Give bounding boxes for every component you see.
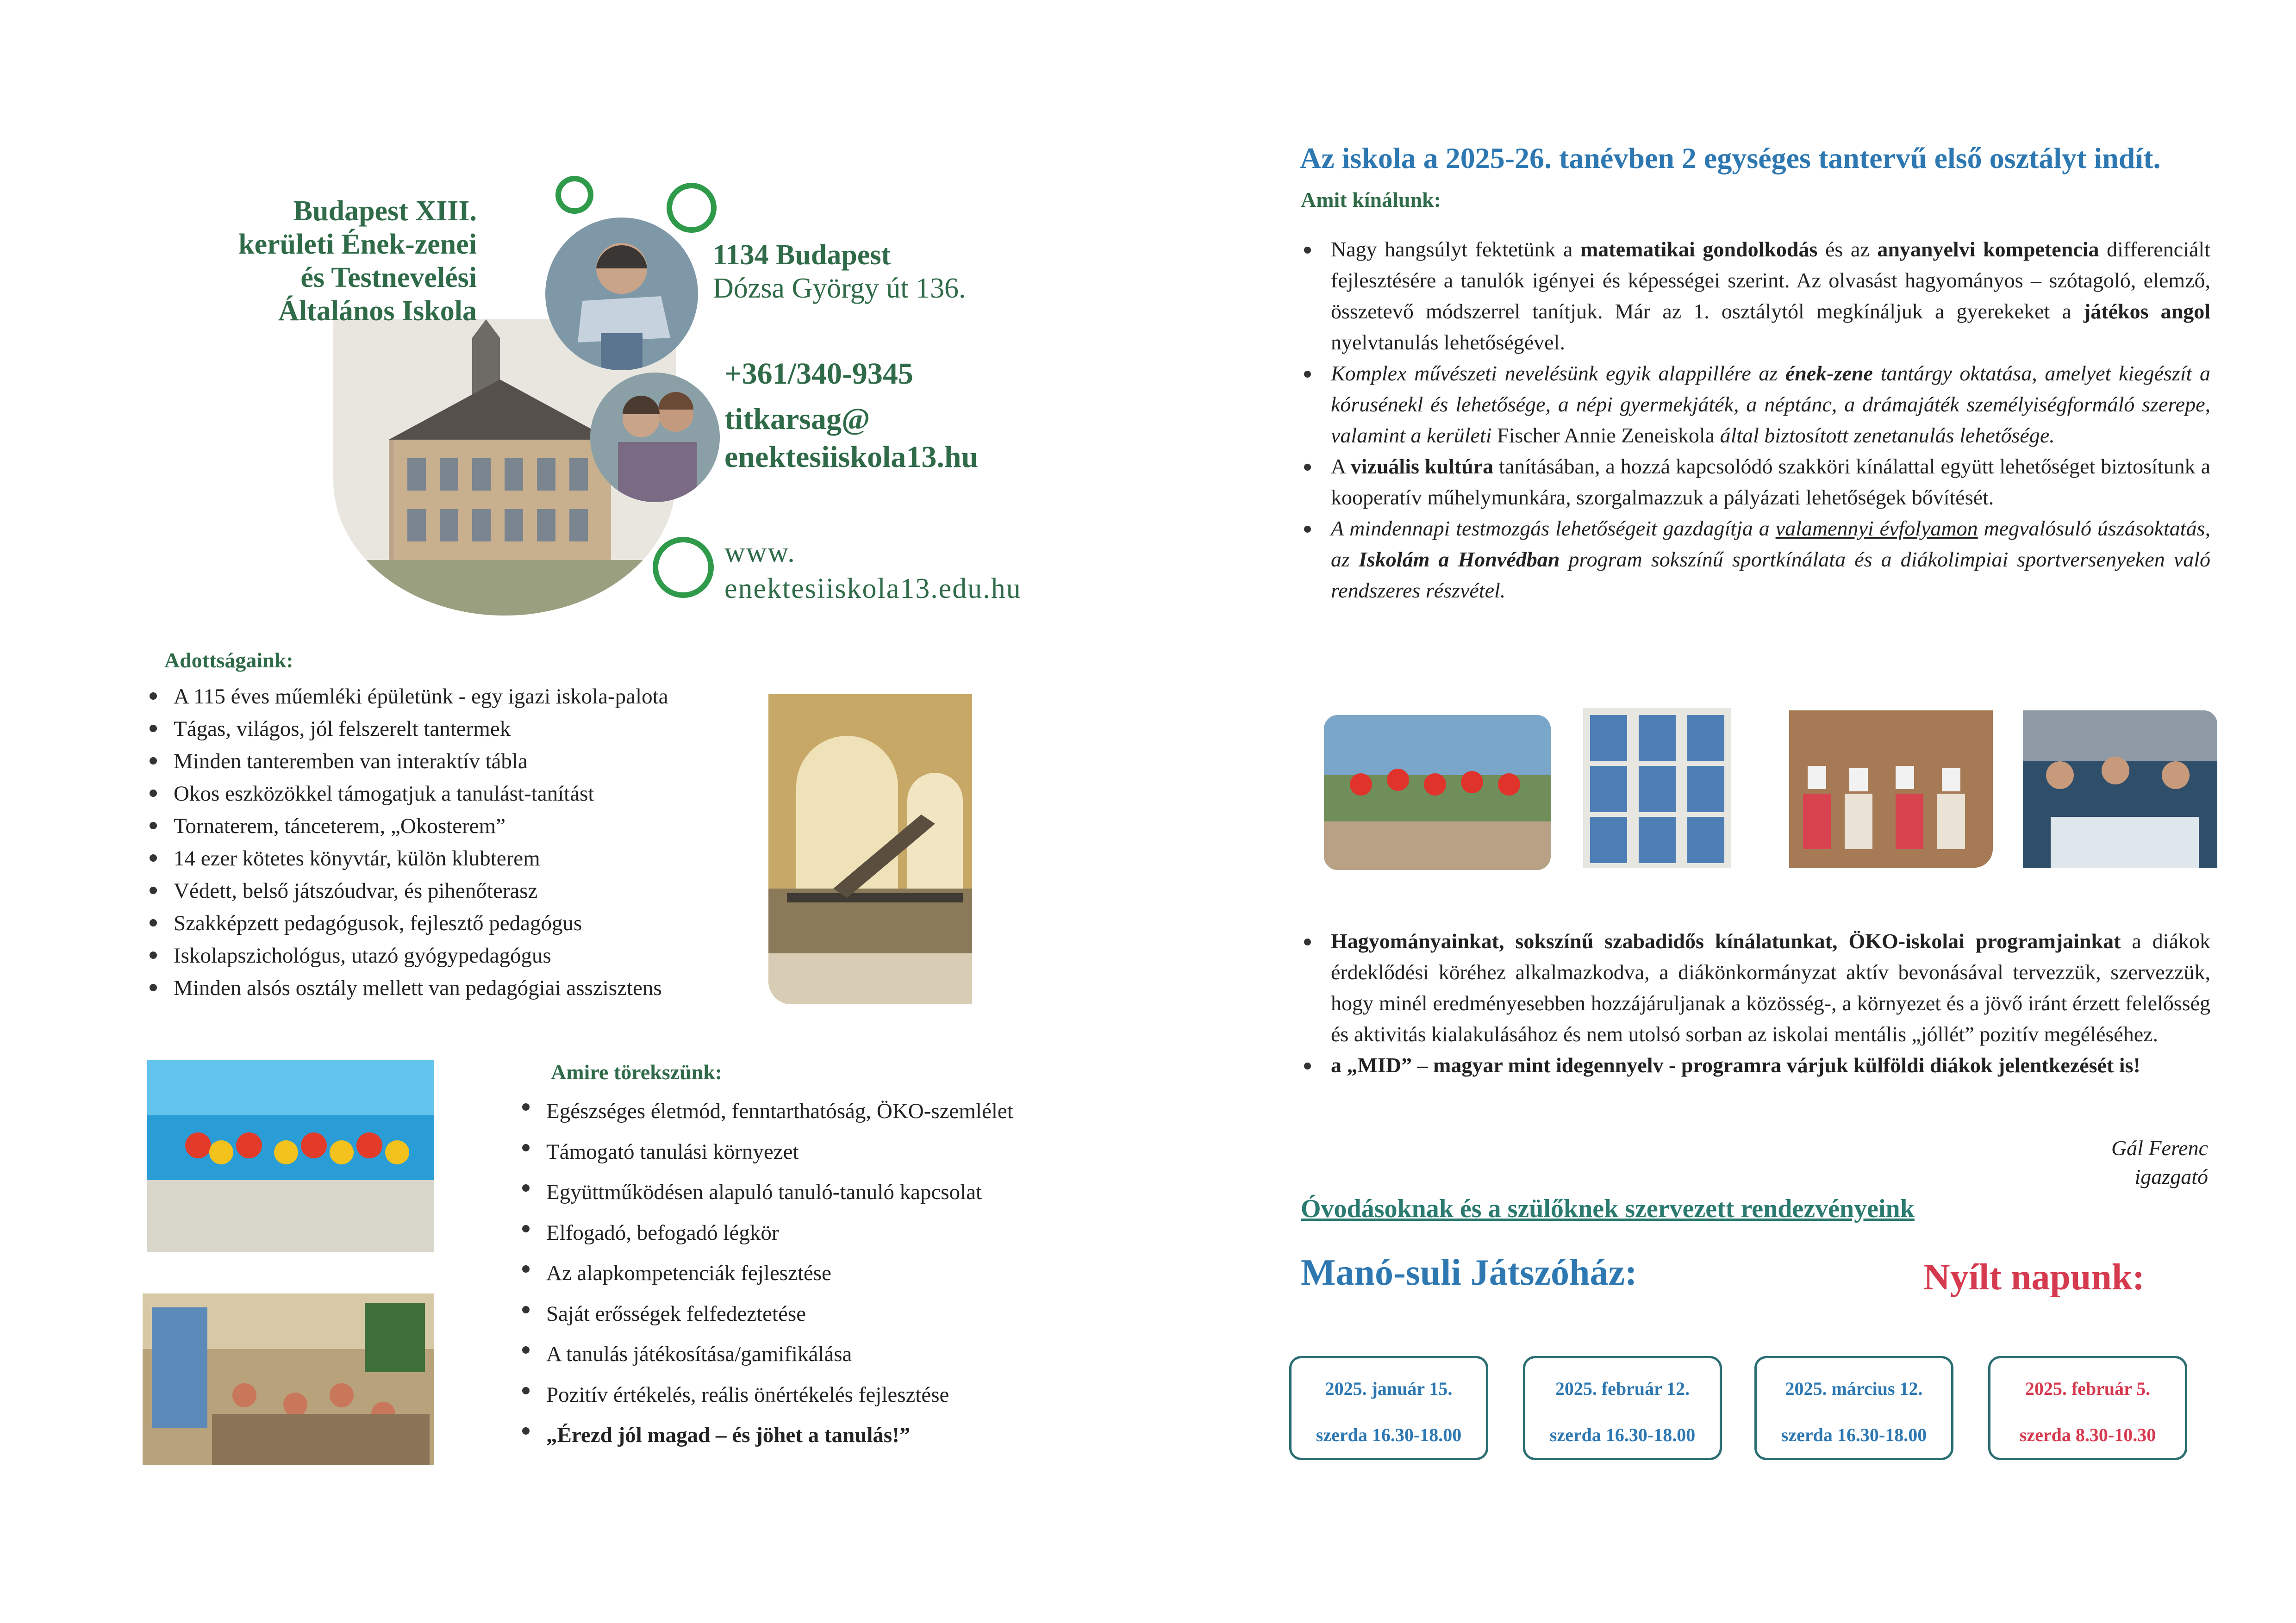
email-address[interactable] [724, 400, 978, 476]
event-date: 2025. február 12. [1555, 1378, 1690, 1399]
signature-title: igazgató [2134, 1165, 2208, 1188]
text: matematikai gondolkodás [1580, 237, 1818, 261]
list-item: 14 ezer kötetes könyvtár, külön klubterem [146, 842, 668, 875]
green-ring-decoration [653, 537, 714, 598]
list-item: Pozitív értékelés, reális önértékelés fejlesztése [518, 1375, 1013, 1416]
list-item: a „MID” – magyar mint idegennyelv - programra várjuk külföldi diákok jelentkezését is! [1298, 1050, 2210, 1081]
event-time: szerda 8.30-10.30 [2019, 1424, 2156, 1445]
text: által biztosított zenetanulás lehetősége. [1715, 423, 2055, 447]
swimming-photo [147, 1060, 434, 1252]
event-box [1523, 1356, 1722, 1460]
offer-list [1298, 234, 2210, 606]
list-item [1298, 513, 2210, 606]
signature [2055, 1134, 2208, 1191]
green-ring-decoration [555, 176, 593, 214]
text: játékos angol [2083, 299, 2210, 323]
text: program sokszínű sportkínálata és a diákolimpiai sportversenyeken való rendszeres részvétel. [1331, 547, 2210, 602]
text: ének-zene [1785, 361, 1873, 385]
list-item: Együttműködésen alapuló tanuló-tanuló kapcsolat [518, 1172, 1013, 1213]
list-item: Tornaterem, tánceterem, „Okosterem” [146, 810, 668, 842]
address-line: Dózsa György út 136. [713, 273, 966, 304]
signature-name: Gál Ferenc [2111, 1136, 2208, 1160]
mosaic-singer-image [545, 218, 698, 370]
email-line: enektesiiskola13.hu [724, 440, 979, 474]
list-item: Tágas, világos, jól felszerelt tantermek [146, 713, 668, 745]
website-url[interactable] [724, 535, 1022, 607]
list-item: A 115 éves műemléki épületünk - egy igazi iskola-palota [146, 680, 668, 713]
event-time: szerda 16.30-18.00 [1549, 1424, 1696, 1445]
amire-heading: Amire törekszünk: [551, 1060, 723, 1084]
text: differenciált fejlesztésére a tanulók igényei és képességei szerint. Az olvasást hagyományos – szótagoló, elemző, összetevő módszerrel tanítjuk. Már az 1. osztálytól megkínáljuk a gyerekeket a [1331, 237, 2210, 323]
list-item [1298, 358, 2210, 451]
text: megvalósuló úszásoktatás, az [1331, 516, 2210, 571]
web-line: www. [724, 537, 796, 568]
event-date: 2025. március 12. [1785, 1378, 1923, 1399]
list-item: Védett, belső játszóudvar, és pihenőterasz [146, 875, 668, 907]
school-address [713, 238, 966, 305]
list-item: Saját erősségek felfedeztetése [518, 1294, 1013, 1335]
text: Nagy hangsúlyt fektetünk a [1331, 237, 1580, 261]
school-name-line: és Testnevelési [300, 262, 477, 293]
list-item: Okos eszközökkel támogatjuk a tanulást-tanítást [146, 777, 668, 810]
events-heading: Óvodásoknak és a szülőknek szervezett rendezvényeink [1301, 1194, 1915, 1223]
mosaic-children-image [590, 373, 720, 502]
list-item: Iskolapszichológus, utazó gyógypedagógus [146, 939, 668, 972]
text: Komplex művészeti nevelésünk egyik alappillére az [1331, 361, 1785, 385]
school-name-line: Budapest XIII. [293, 195, 477, 227]
mano-suli-title: Manó-suli Játszóház: [1301, 1252, 1637, 1293]
classroom-photo [143, 1293, 434, 1465]
open-day-title: Nyílt napunk: [1923, 1257, 2145, 1298]
list-item [1298, 451, 2210, 513]
event-box [1289, 1356, 1488, 1460]
staircase-photo [768, 694, 972, 1004]
list-item: Szakképzett pedagógusok, fejlesztő pedagógus [146, 907, 668, 939]
list-item: Elfogadó, befogadó légkör [518, 1213, 1013, 1254]
photo-children-hearts [1324, 715, 1551, 870]
amire-list [518, 1091, 1013, 1456]
phone-number: +361/340-9345 [724, 357, 913, 391]
list-item: Az alapkompetenciák fejlesztése [518, 1253, 1013, 1294]
school-name-line: Általános Iskola [278, 295, 477, 327]
photo-children-drawings [1583, 708, 1731, 868]
text: valamennyi évfolyamon [1775, 516, 1978, 540]
web-line: enektesiiskola13.edu.hu [724, 573, 1022, 604]
text: Iskolám a Honvédban [1359, 547, 1560, 571]
list-item [1298, 234, 2210, 358]
photo-children-certificates [1789, 710, 1993, 868]
list-item: „Érezd jól magad – és jöhet a tanulás!” [518, 1415, 1013, 1456]
text: vizuális kultúra [1350, 454, 1494, 478]
email-line: titkarsag@ [724, 402, 870, 436]
tradition-list [1298, 926, 2210, 1081]
list-item: Minden tanteremben van interaktív tábla [146, 745, 668, 777]
green-ring-decoration [667, 183, 717, 233]
page-title: Az iskola a 2025-26. tanévben 2 egységes tantervű első osztályt indít. [1300, 142, 2161, 174]
school-name [153, 194, 477, 328]
offer-heading: Amit kínálunk: [1301, 188, 1441, 211]
adottsagaink-list [146, 680, 668, 1004]
text: tanításában, a hozzá kapcsolódó szakköri kínálattal együtt lehetőséget biztosítunk a kooperatív műhelymunkára, szorgalmazzuk a pályázati lehetőségek bővítését. [1331, 454, 2210, 509]
text: Fischer Annie Zeneiskola [1497, 423, 1715, 447]
text: anyanyelvi kompetencia [1877, 237, 2099, 261]
event-time: szerda 16.30-18.00 [1781, 1424, 1927, 1445]
text: és az [1817, 237, 1878, 261]
text: Hagyományainkat, sokszínű szabadidős kínálatunkat, ÖKO-iskolai programjainkat [1331, 929, 2121, 953]
event-date: 2025. január 15. [1325, 1378, 1453, 1399]
list-item: Minden alsós osztály mellett van pedagógiai asszisztens [146, 972, 668, 1004]
address-line: 1134 Budapest [713, 239, 891, 271]
text: A mindennapi testmozgás lehetőségeit gazdagítja a [1331, 516, 1776, 540]
text: nyelvtanulás lehetőségével. [1331, 330, 1565, 354]
event-box [1988, 1356, 2187, 1460]
list-item [1298, 926, 2210, 1050]
event-date: 2025. február 5. [2025, 1378, 2151, 1399]
list-item: Egészséges életmód, fenntarthatóság, ÖKO-szemlélet [518, 1091, 1013, 1132]
event-box [1754, 1356, 1953, 1460]
list-item: A tanulás játékosítása/gamifikálása [518, 1334, 1013, 1375]
text: a diákok érdeklődési köréhez alkalmazkodva, a diákönkormányzat aktív bevonásával tervezzük, szervezzük, hogy minél eredményesebben hozzájáruljanak a közösség-, a környezet és a jövő iránt érzett felelősség és aktivitás kialakulásához és nem utolsó sorban az iskolai mentális „jóllét” pozitív megéléséhez. [1331, 929, 2210, 1046]
list-item: Támogató tanulási környezet [518, 1132, 1013, 1173]
photo-children-workshop [2023, 710, 2217, 868]
adottsagaink-heading: Adottságaink: [164, 648, 293, 672]
school-name-line: kerületi Ének-zenei [238, 229, 477, 260]
text: tantárgy oktatása, amelyet kiegészít a kórusénekl és lehetősége, a népi gyermekjáték, a néptánc, a drámajáték személyiségformáló szerepe, valamint a kerületi [1331, 361, 2210, 447]
text: A [1331, 454, 1351, 478]
event-time: szerda 16.30-18.00 [1316, 1424, 1462, 1445]
